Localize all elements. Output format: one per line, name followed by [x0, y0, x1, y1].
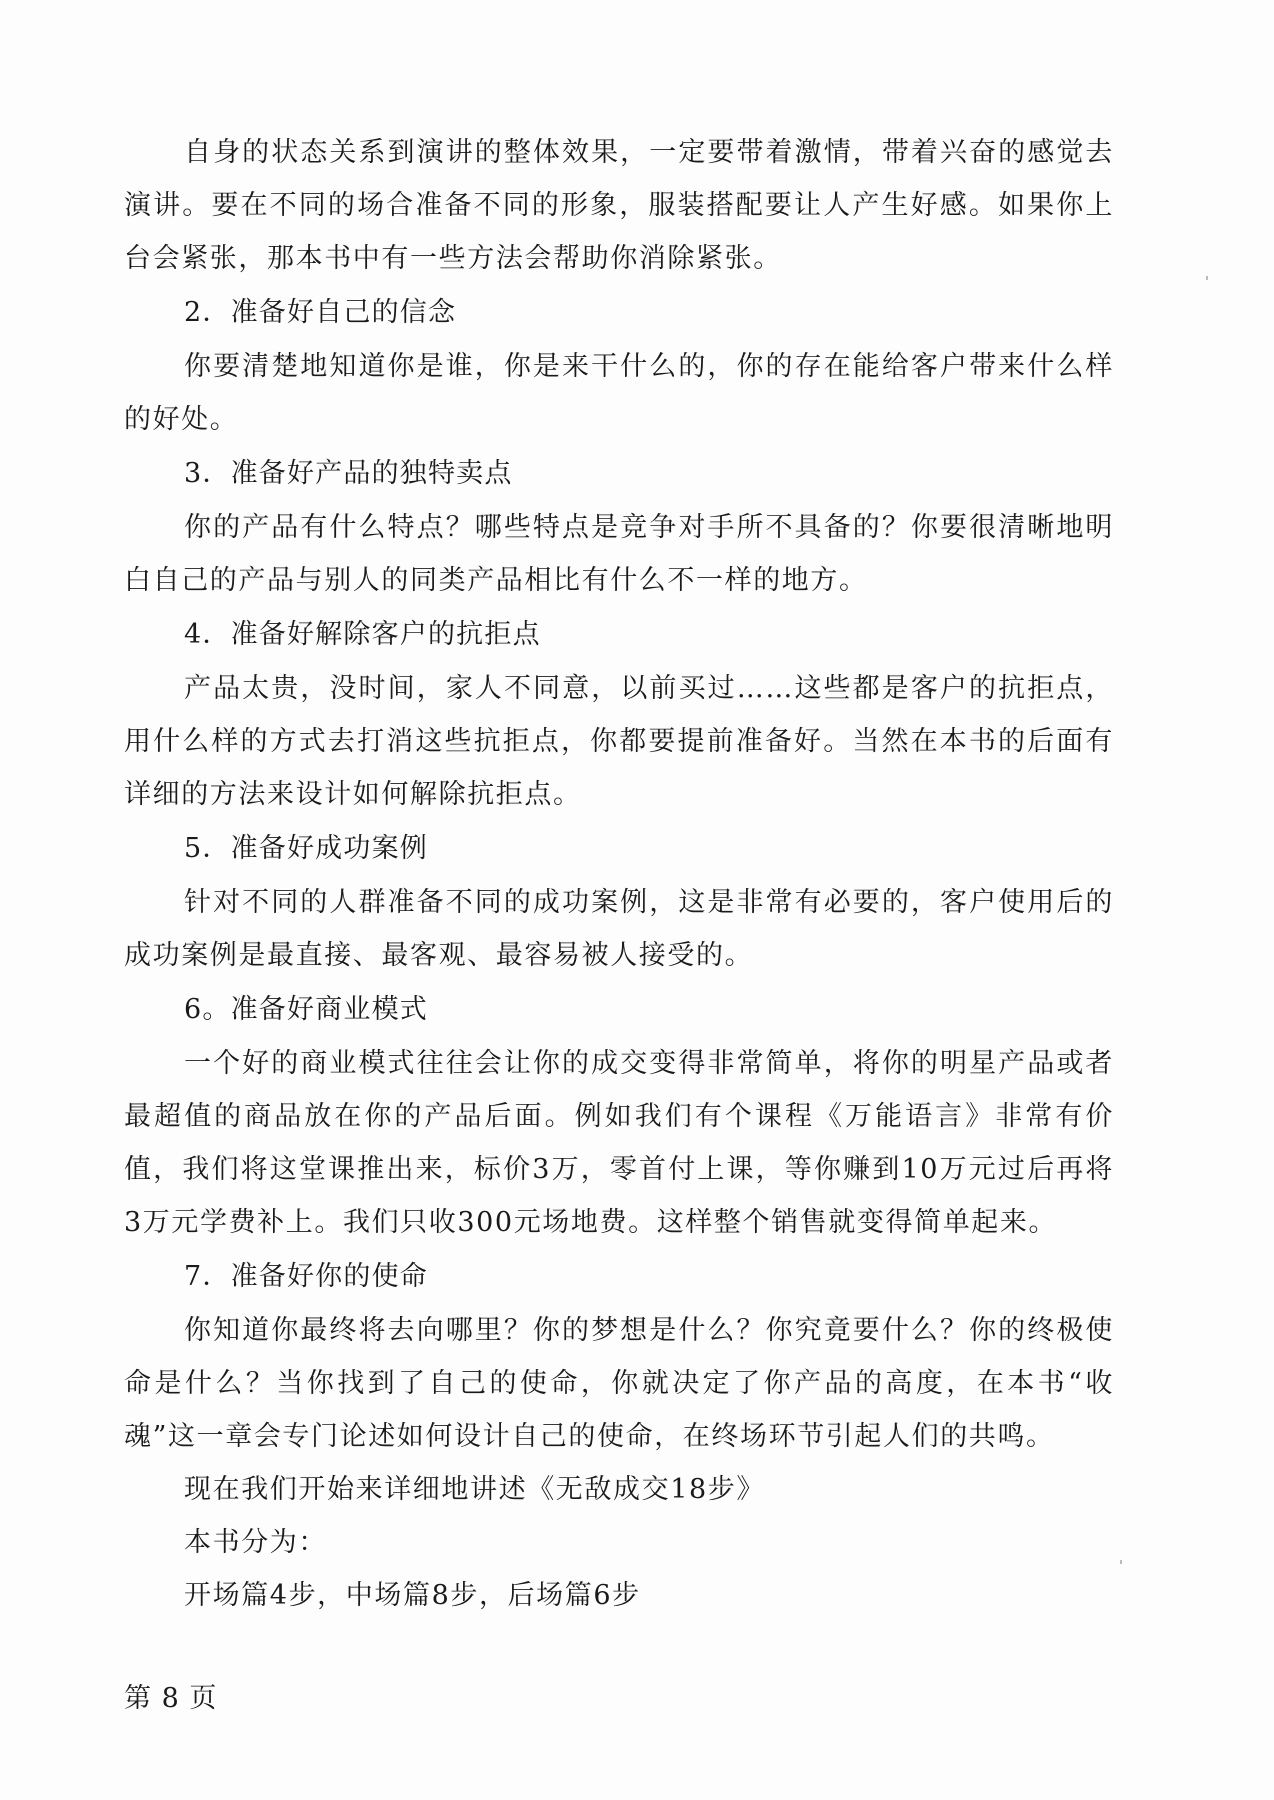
paragraph-success-cases: 针对不同的人群准备不同的成功案例，这是非常有必要的，客户使用后的成功案例是最直接、最客观、最容易被人接受的。	[124, 887, 1114, 971]
scan-speck	[1120, 1560, 1122, 1564]
paragraph-book-parts: 开场篇4步，中场篇8步，后场篇6步	[184, 1580, 641, 1611]
paragraph-business-model: 一个好的商业模式往往会让你的成交变得非常简单，将你的明星产品或者最超值的商品放在你的产品后面。例如我们有个课程《万能语言》非常有价值，我们将这堂课推出来，标价3万，零首付上课，等你赚到10万元过后再将3万元学费补上。我们只收300元场地费。这样整个销售就变得简单起来。	[124, 1048, 1114, 1238]
heading-success-cases: 5．准备好成功案例	[184, 833, 428, 864]
page-number: 第 8 页	[124, 1683, 218, 1714]
heading-business-model: 6。准备好商业模式	[184, 994, 428, 1025]
paragraph-self-state: 自身的状态关系到演讲的整体效果，一定要带着激情，带着兴奋的感觉去演讲。要在不同的场合准备不同的形象，服装搭配要让人产生好感。如果你上台会紧张，那本书中有一些方法会帮助你消除紧张。	[124, 137, 1114, 274]
heading-objections: 4．准备好解除客户的抗拒点	[184, 619, 541, 650]
paragraph-mission: 你知道你最终将去向哪里？你的梦想是什么？你究竟要什么？你的终极使命是什么？当你找到了自己的使命，你就决定了你产品的高度，在本书“收魂”这一章会专门论述如何设计自己的使命，在终场环节引起人们的共鸣。	[124, 1315, 1114, 1452]
heading-selling-point: 3．准备好产品的独特卖点	[184, 458, 513, 489]
heading-belief: 2．准备好自己的信念	[184, 297, 457, 328]
paragraph-belief: 你要清楚地知道你是谁，你是来干什么的，你的存在能给客户带来什么样的好处。	[124, 351, 1114, 435]
paragraph-intro-18-steps: 现在我们开始来详细地讲述《无敌成交18步》	[184, 1474, 765, 1505]
heading-mission: 7．准备好你的使命	[184, 1261, 428, 1292]
scan-speck	[1206, 276, 1208, 280]
paragraph-selling-point: 你的产品有什么特点？哪些特点是竞争对手所不具备的？你要很清晰地明白自己的产品与别人的同类产品相比有什么不一样的地方。	[124, 512, 1114, 596]
paragraph-objections: 产品太贵，没时间，家人不同意，以前买过……这些都是客户的抗拒点，用什么样的方式去打消这些抗拒点，你都要提前准备好。当然在本书的后面有详细的方法来设计如何解除抗拒点。	[124, 673, 1114, 810]
paragraph-book-divided: 本书分为：	[184, 1527, 327, 1558]
document-body	[124, 126, 1114, 1622]
